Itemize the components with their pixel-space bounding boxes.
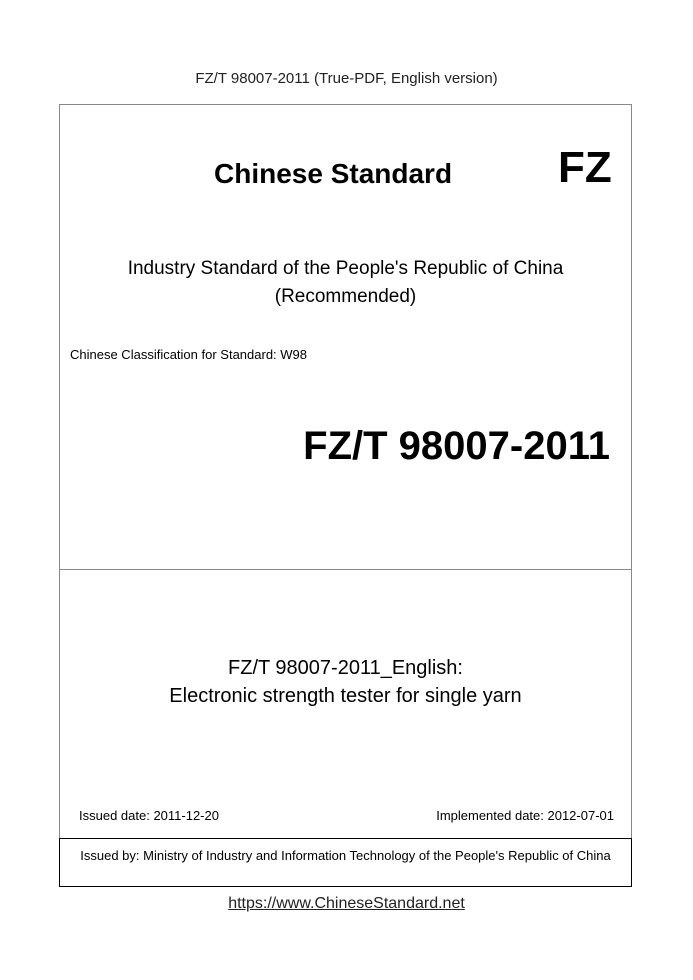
cover-frame	[59, 104, 632, 887]
standard-number: FZ/T 98007-2011	[303, 424, 610, 468]
document-title-line1: FZ/T 98007-2011_English:	[228, 657, 463, 679]
section-divider	[59, 569, 632, 570]
classification-label: Chinese Classification for Standard: W98	[70, 347, 308, 362]
issued-date: Issued date: 2011-12-20	[79, 808, 219, 823]
page-header: FZ/T 98007-2011 (True-PDF, English version)	[195, 70, 498, 87]
cover-title: Chinese Standard	[214, 158, 453, 189]
footer	[0, 893, 693, 915]
implemented-date: Implemented date: 2012-07-01	[436, 808, 614, 823]
cover-subtitle-line2: (Recommended)	[274, 286, 417, 307]
document-title-line2: Electronic strength tester for single yarn	[169, 685, 522, 707]
standard-code-mark: FZ	[558, 143, 612, 192]
website-link[interactable]: https://www.ChineseStandard.net	[228, 895, 465, 912]
cover-subtitle-line1: Industry Standard of the People's Republic of China	[127, 258, 564, 279]
issued-by-text: Issued by: Ministry of Industry and Information Technology of the People's Republic of China	[80, 848, 611, 863]
